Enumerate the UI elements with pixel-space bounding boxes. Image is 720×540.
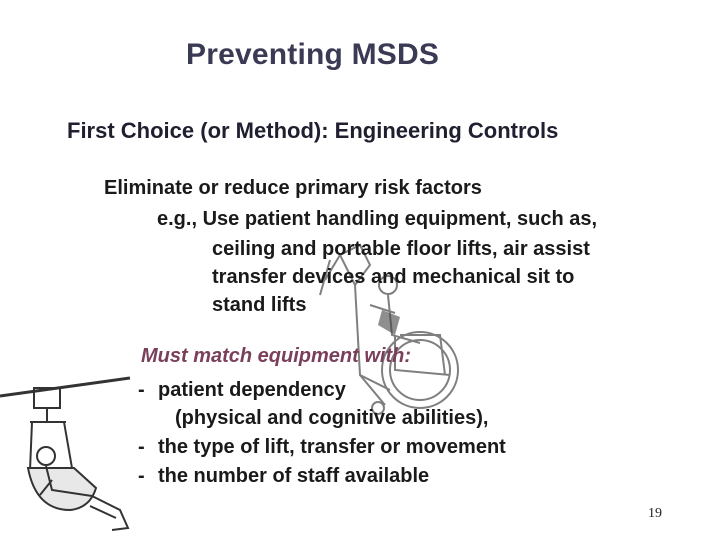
bullet-item <box>138 434 506 460</box>
bullet-item <box>138 377 346 403</box>
page-number: 19 <box>648 506 662 521</box>
section-subtitle: First Choice (or Method): Engineering Controls <box>67 118 559 143</box>
bullet-dash: - <box>138 436 145 458</box>
bullet-text: the number of staff available <box>158 465 430 487</box>
body-line: transfer devices and mechanical sit to <box>212 266 575 288</box>
page-title: Preventing MSDS <box>186 38 440 71</box>
bullet-dash: - <box>138 465 145 487</box>
must-match-heading: Must match equipment with: <box>141 345 411 367</box>
bullet-item <box>138 463 429 489</box>
ceiling-lift-sling-icon <box>0 360 135 540</box>
body-line: ceiling and portable floor lifts, air assist <box>212 238 590 260</box>
body-line: e.g., Use patient handling equipment, such as, <box>157 208 598 230</box>
bullet-text: the type of lift, transfer or movement <box>158 436 506 458</box>
bullet-dash: - <box>138 379 145 401</box>
body-line: stand lifts <box>212 294 307 316</box>
bullet-text: (physical and cognitive abilities), <box>175 407 489 429</box>
bullet-item <box>175 405 488 431</box>
body-line: Eliminate or reduce primary risk factors <box>104 177 482 199</box>
bullet-text: patient dependency <box>158 379 346 401</box>
